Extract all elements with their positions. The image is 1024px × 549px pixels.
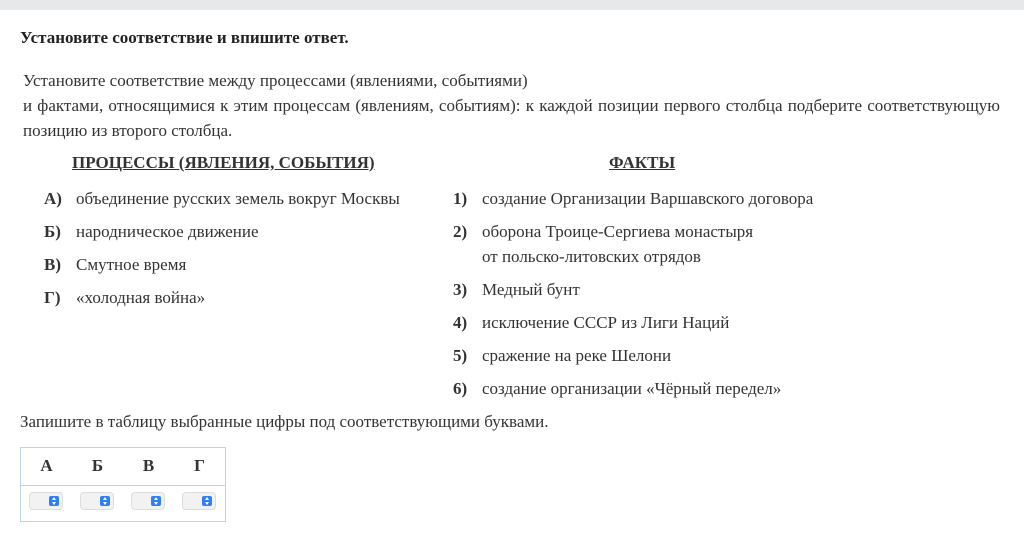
select-arrows-icon	[100, 496, 110, 506]
process-marker: В)	[44, 255, 61, 274]
fact-text: создание организации «Чёрный передел»	[482, 379, 782, 398]
fact-text: сражение на реке Шелони	[482, 346, 672, 365]
answer-header-v: В	[142, 456, 155, 475]
top-bar	[0, 0, 1024, 10]
fact-text: создание Организации Варшавского договора	[482, 189, 814, 208]
fact-marker: 1)	[453, 189, 468, 208]
answer-select-g[interactable]	[182, 492, 216, 510]
answer-header-a: А	[40, 456, 53, 475]
fact-marker: 3)	[453, 280, 468, 299]
process-text: народническое движение	[76, 222, 259, 241]
intro-line-2: и фактами, относящимися к этим процессам (явлениям, событиям): к каждой позиции первого столбца подберите соответствующую позицию из второго столбца.	[23, 96, 1000, 140]
select-arrows-icon	[202, 496, 212, 506]
process-marker: Б)	[44, 222, 61, 241]
answer-select-a[interactable]	[29, 492, 63, 510]
fact-marker: 2)	[453, 222, 468, 241]
intro-line-1: Установите соответствие между процессами (явлениями, событиями)	[23, 71, 528, 90]
process-text: Смутное время	[76, 255, 187, 274]
fact-text: исключение СССР из Лиги Наций	[482, 313, 730, 332]
task-intro	[23, 68, 1000, 143]
fact-text: Медный бунт	[482, 280, 580, 299]
fact-marker: 4)	[453, 313, 468, 332]
fact-text-continuation: от польско-литовских отрядов	[482, 247, 701, 266]
task-heading: Установите соответствие и впишите ответ.	[20, 28, 349, 47]
fact-marker: 6)	[453, 379, 468, 398]
process-marker: А)	[44, 189, 62, 208]
process-text: «холодная война»	[76, 288, 206, 307]
facts-header: ФАКТЫ	[609, 153, 676, 172]
process-marker: Г)	[44, 288, 61, 307]
processes-header: ПРОЦЕССЫ (ЯВЛЕНИЯ, СОБЫТИЯ)	[72, 153, 375, 172]
process-text: объединение русских земель вокруг Москвы	[76, 189, 400, 208]
fact-marker: 5)	[453, 346, 468, 365]
answer-table-divider	[21, 485, 225, 486]
answer-instruction: Запишите в таблицу выбранные цифры под соответствующими буквами.	[20, 412, 549, 431]
select-arrows-icon	[151, 496, 161, 506]
select-arrows-icon	[49, 496, 59, 506]
answer-table	[20, 447, 226, 522]
answer-header-b: Б	[91, 456, 104, 475]
fact-text: оборона Троице-Сергиева монастыря	[482, 222, 754, 241]
answer-select-v[interactable]	[131, 492, 165, 510]
answer-header-g: Г	[194, 456, 205, 475]
answer-select-b[interactable]	[80, 492, 114, 510]
